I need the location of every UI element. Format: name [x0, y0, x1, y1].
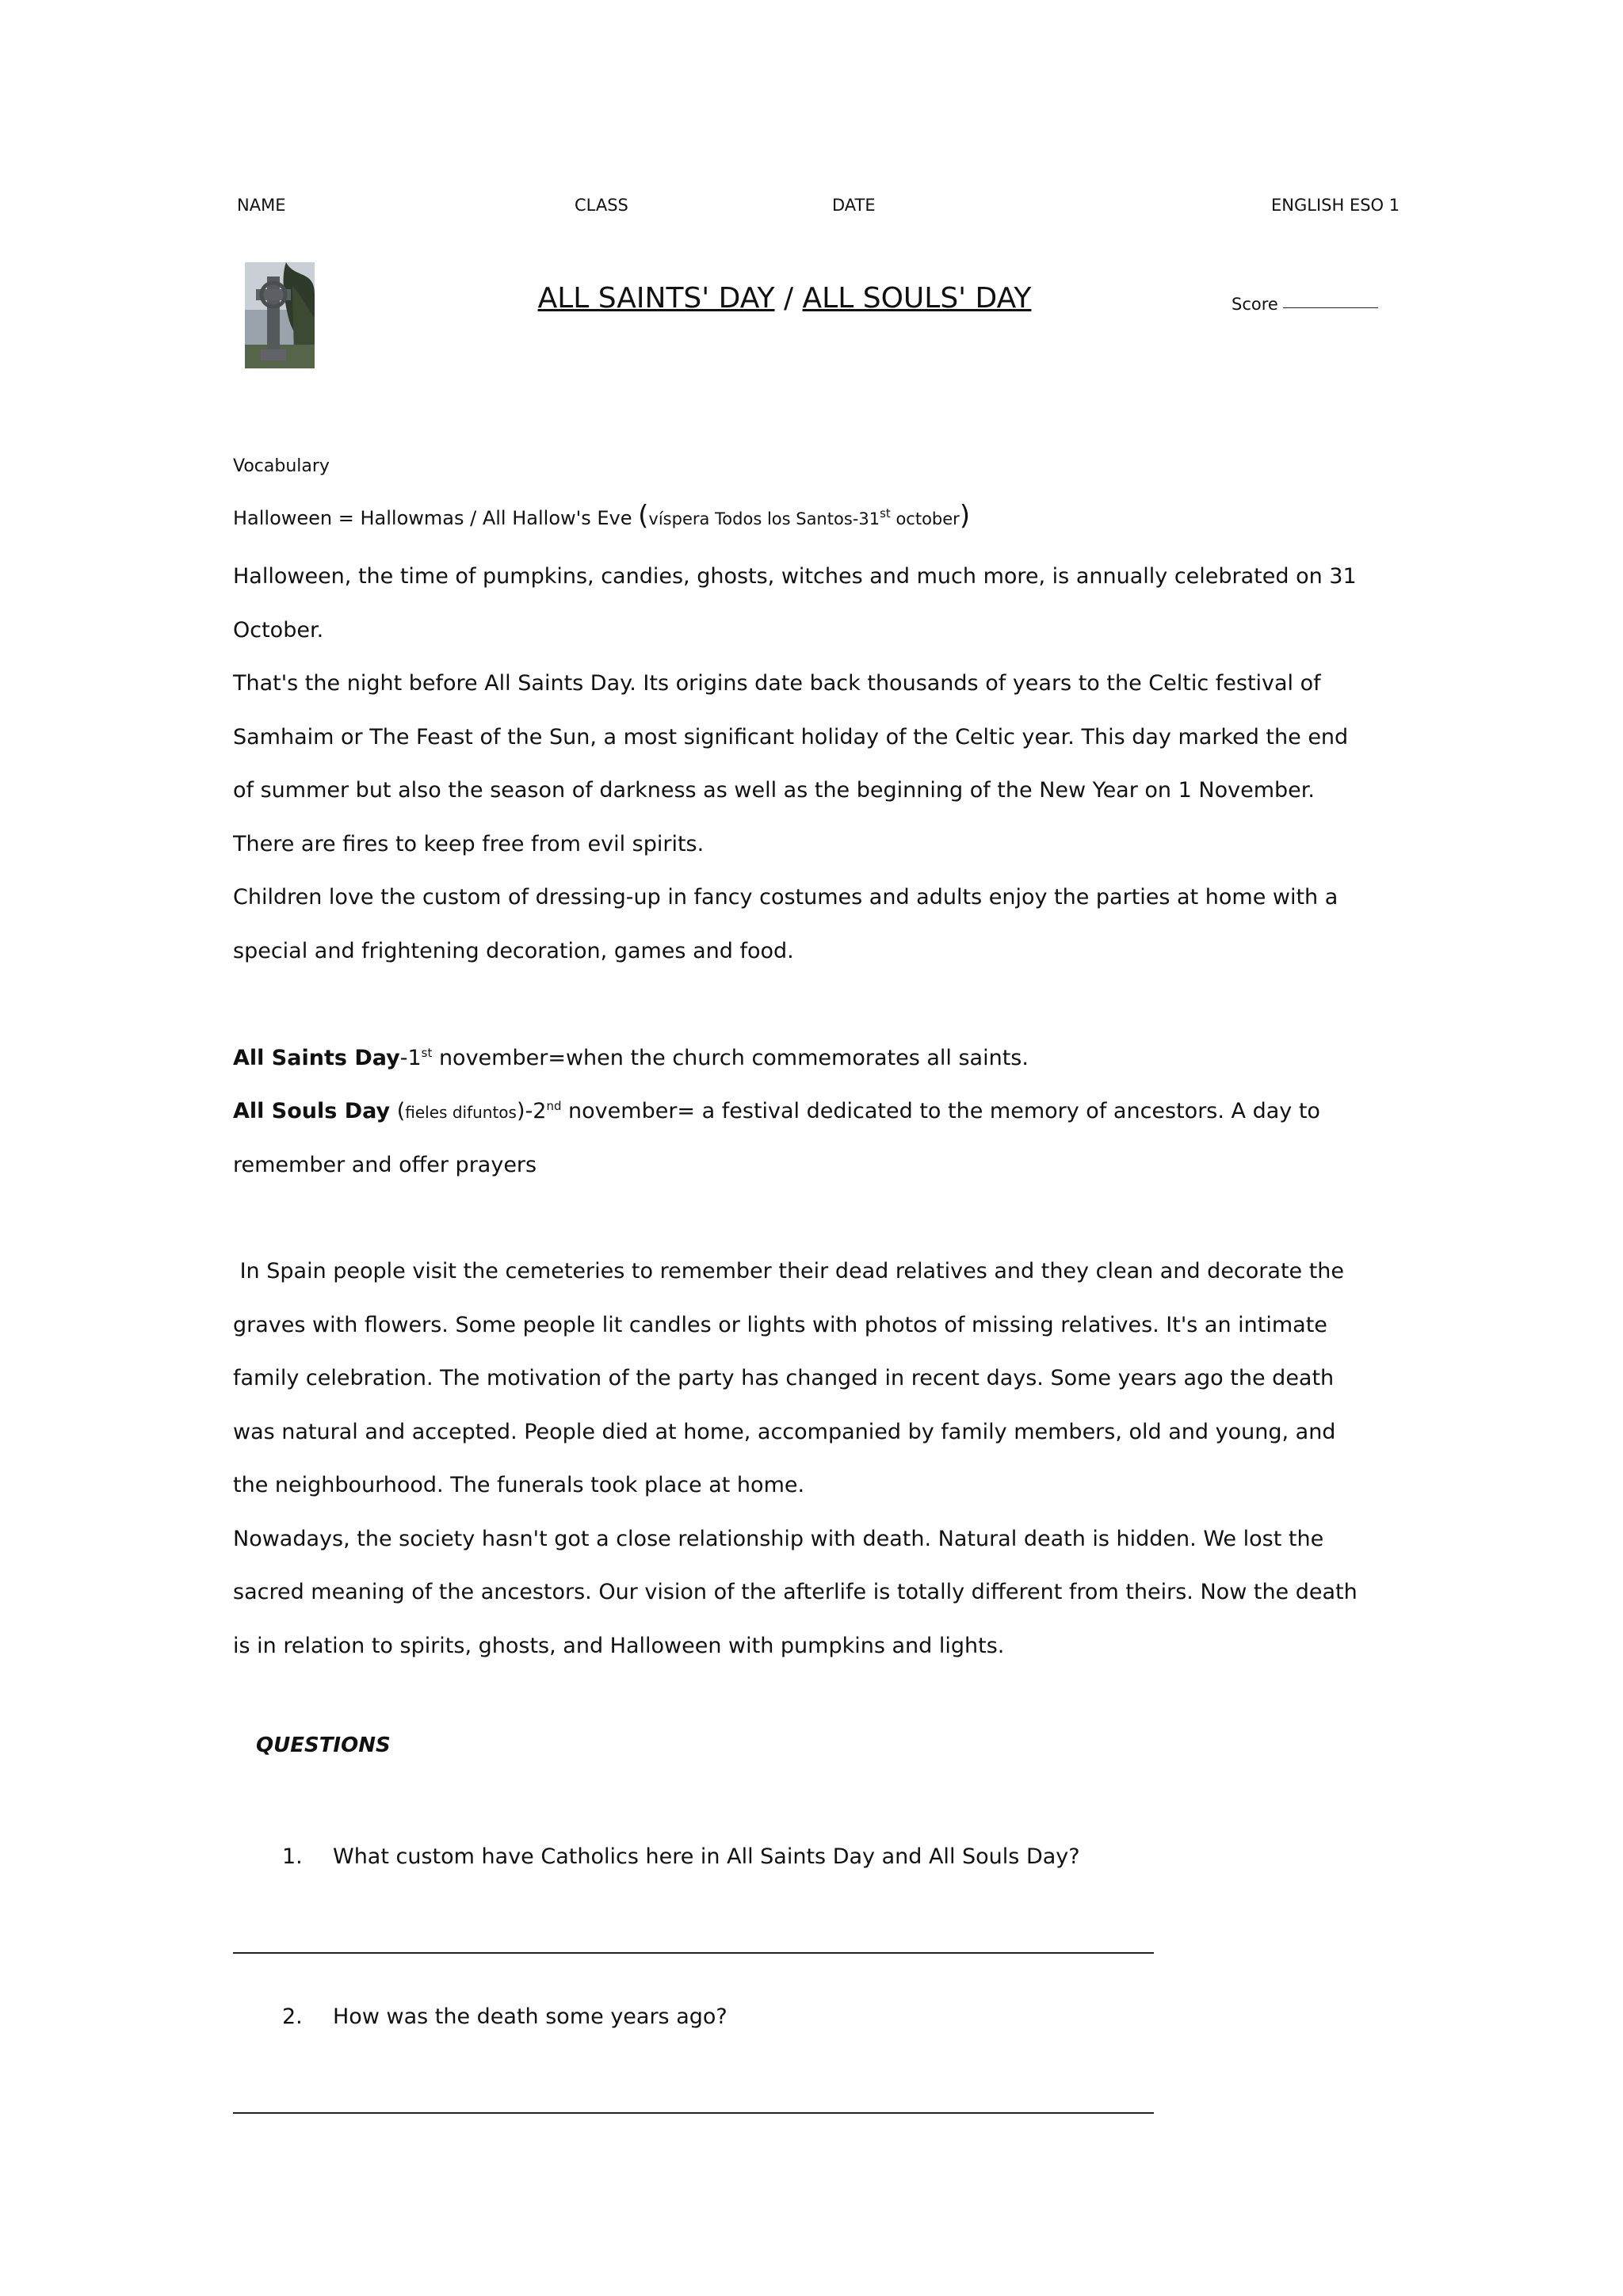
- paragraph-line: of summer but also the season of darkness as well as the beginning of the New Year on 1 November.: [233, 778, 1315, 803]
- all-souls-term: All Souls Day: [233, 1099, 391, 1123]
- paragraph-line: In Spain people visit the cemeteries to remember their dead relatives and they clean and decorate the: [233, 1259, 1345, 1283]
- all-saints-definition: All Saints Day-1st november=when the church commemorates all saints.: [233, 1046, 1029, 1070]
- date-label: DATE: [832, 196, 876, 215]
- paragraph-line: That's the night before All Saints Day. Its origins date back thousands of years to the Celtic festival of: [233, 671, 1321, 696]
- name-label: NAME: [237, 196, 286, 215]
- title-all-souls: ALL SOULS' DAY: [802, 282, 1032, 315]
- vocabulary-label: Vocabulary: [233, 456, 330, 476]
- question-item: [282, 2004, 727, 2029]
- paragraph-line: There are fires to keep free from evil spirits.: [233, 832, 705, 856]
- paragraph-line: Halloween, the time of pumpkins, candies, ghosts, witches and much more, is annually celebrated on 31: [233, 564, 1357, 589]
- vocabulary-gloss: víspera Todos los Santos-31: [648, 509, 880, 528]
- title-all-saints: ALL SAINTS' DAY: [537, 282, 775, 315]
- paragraph-line: Nowadays, the society hasn't got a close relationship with death. Natural death is hidden. We lost the: [233, 1527, 1324, 1551]
- class-label: CLASS: [575, 196, 628, 215]
- questions-heading: QUESTIONS: [256, 1733, 391, 1757]
- question-number: 2.: [282, 2004, 303, 2029]
- question-number: 1.: [282, 1844, 303, 1869]
- paragraph-line: special and frightening decoration, games and food.: [233, 939, 794, 963]
- paragraph-line: Samhaim or The Feast of the Sun, a most significant holiday of the Celtic year. This day marked the end: [233, 725, 1349, 749]
- paragraph-line: the neighbourhood. The funerals took place at home.: [233, 1473, 805, 1497]
- score-blank-line: [1283, 307, 1378, 308]
- all-souls-definition: All Souls Day (fieles difuntos)-2nd november= a festival dedicated to the memory of ancestors. A day to: [233, 1099, 1320, 1123]
- paragraph-line: October.: [233, 618, 324, 643]
- paragraph-line: is in relation to spirits, ghosts, and Halloween with pumpkins and lights.: [233, 1634, 1005, 1658]
- score-label: Score: [1232, 295, 1278, 314]
- paragraph-line: graves with flowers. Some people lit candles or lights with photos of missing relatives. It's an intimate: [233, 1313, 1327, 1337]
- paragraph-line: Children love the custom of dressing-up in fancy costumes and adults enjoy the parties at home with a: [233, 885, 1338, 910]
- score-field: [1232, 295, 1378, 314]
- course-label: ENGLISH ESO 1: [1271, 196, 1400, 215]
- paragraph-line: remember and offer prayers: [233, 1153, 537, 1177]
- paragraph-line: was natural and accepted. People died at home, accompanied by family members, old and young, and: [233, 1420, 1336, 1444]
- vocabulary-main: Halloween = Hallowmas / All Hallow's Eve: [233, 507, 632, 529]
- question-text: What custom have Catholics here in All Saints Day and All Souls Day?: [333, 1844, 1080, 1869]
- paragraph-line: family celebration. The motivation of the party has changed in recent days. Some years ago the death: [233, 1366, 1335, 1390]
- answer-line[interactable]: [233, 1952, 1154, 1954]
- title-separator: /: [774, 282, 803, 315]
- vocabulary-line: Halloween = Hallowmas / All Hallow's Eve (víspera Todos los Santos-31st october): [233, 500, 971, 532]
- all-saints-term: All Saints Day: [233, 1046, 400, 1070]
- question-text: How was the death some years ago?: [333, 2004, 727, 2029]
- question-item: [282, 1844, 1080, 1869]
- paragraph-line: sacred meaning of the ancestors. Our vision of the afterlife is totally different from theirs. Now the death: [233, 1580, 1358, 1604]
- answer-line[interactable]: [233, 2112, 1154, 2114]
- celtic-cross-photo: [245, 262, 315, 368]
